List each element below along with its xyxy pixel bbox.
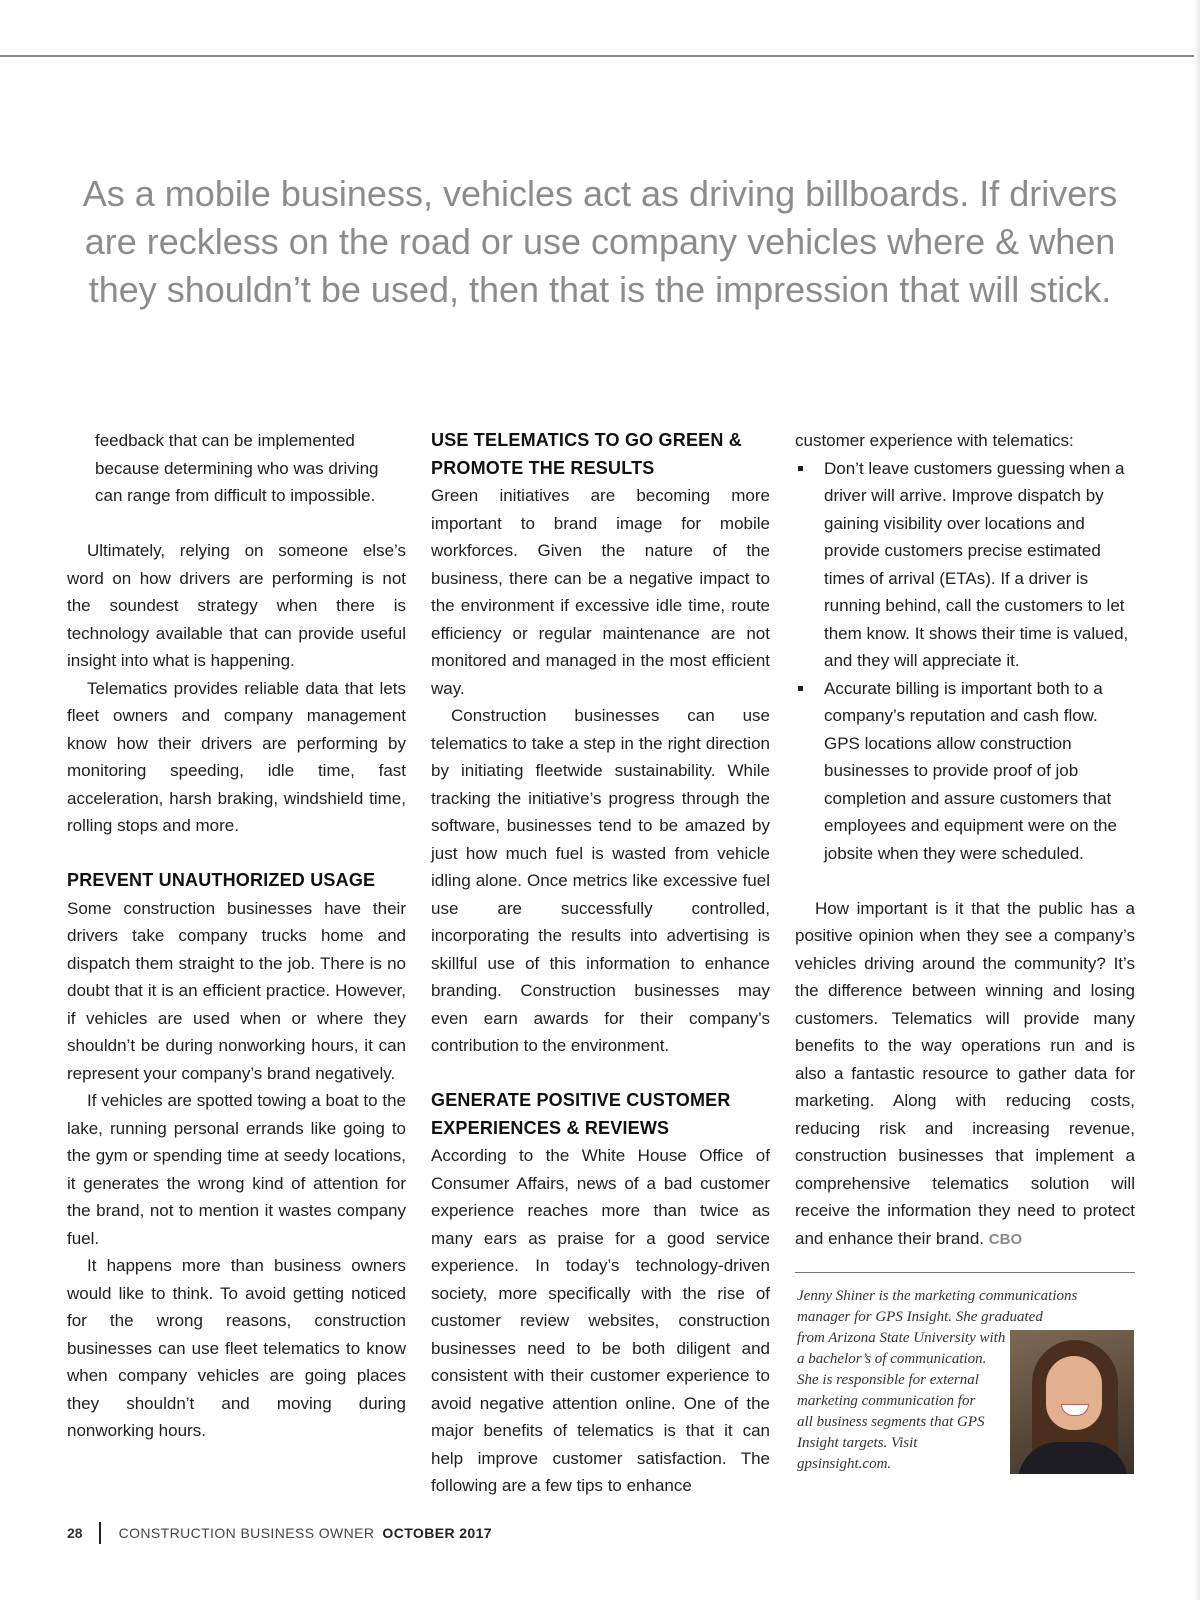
paragraph: Telematics provides reliable data that lets fleet owners and company management know how their drivers are performing by monitoring speeding, idle time, fast acceleration, harsh braking, windshield time, rolling stops and more.: [67, 678, 406, 835]
paragraph: Green initiatives are becoming more important to brand image for mobile workforces. Given the nature of the business, there can be a negative impact to the environment if excessive idle time, route efficiency or regular maintenance are not monitored and managed in the most efficient way.: [431, 486, 770, 698]
bio-line: marketing communication for: [797, 1393, 976, 1409]
square-bullet-icon: [798, 686, 803, 691]
paragraph: Construction businesses can use telematics to take a step in the right direction by initiating fleetwide sustainability. While tracking the initiative’s progress through the software, businesses tend to be amazed by just how much fuel is wasted from vehicle idling alone. Once metrics like excessive fuel use are successfully controlled, incorporating the results into advertising is skillful use of this information to enhance branding. Construction businesses may even earn awards for their company’s contribution to the environment.: [431, 706, 770, 1055]
bio-line: all business segments that GPS: [797, 1414, 985, 1430]
intro-block: feedback that can be implemented because determining who was driving can range from difficult to impossible.: [95, 431, 379, 505]
closing-paragraph: [795, 895, 1135, 1254]
article-column-1: [67, 427, 406, 1445]
tips-list: [795, 455, 1135, 868]
issue-date: OCTOBER 2017: [382, 1525, 492, 1541]
bio-line: a bachelor’s of communication.: [797, 1351, 987, 1367]
paragraph: Some construction businesses have their drivers take company trucks home and dispatch them straight to the job. There is no doubt that it is an efficient practice. However, if vehicles are used when or where they shouldn’t be during nonworking hours, it can represent your company’s brand negatively.: [67, 898, 406, 1083]
list-item-text: Don’t leave customers guessing when a driver will arrive. Improve dispatch by gaining visibility over locations and provide customers precise estimated times of arrival (ETAs). If a driver is running behind, call the customers to let them know. It shows their time is valued, and they will appreciate it.: [824, 458, 1129, 670]
list-item: [795, 675, 1135, 868]
paragraph: If vehicles are spotted towing a boat to the lake, running personal errands like going to the gym or spending time at seedy locations, it generates the wrong kind of attention for the brand, not to mention it wastes company fuel.: [67, 1091, 406, 1248]
paragraph: According to the White House Office of Consumer Affairs, news of a bad customer experience reaches more than twice as many ears as praise for a good service experience. In today’s technology-driven society, more specifically with the rise of customer review websites, construction businesses need to be both diligent and consistent with their customer experience to avoid negative attention online. One of the major benefits of telematics is that it can help improve customer satisfaction. The following are a few tips to enhance: [431, 1146, 770, 1495]
bio-divider: [795, 1272, 1135, 1273]
top-rule: [0, 55, 1200, 57]
article-column-3: [795, 427, 1135, 1253]
page-footer: [67, 1520, 492, 1546]
square-bullet-icon: [798, 466, 803, 471]
paragraph: Ultimately, relying on someone else’s word on how drivers are performing is not the soundest strategy when there is technology available that can provide useful insight into what is happening.: [67, 541, 406, 670]
bio-line: manager for GPS Insight. She graduated: [797, 1309, 1043, 1325]
list-item-text: Accurate billing is important both to a company’s reputation and cash flow. GPS locations allow construction businesses to provide proof of job completion and assure customers that employees and equipment were on the jobsite when they were scheduled.: [824, 678, 1117, 863]
page-edge-shadow: [1194, 0, 1200, 1600]
photo-face: [1046, 1356, 1102, 1430]
bio-line: Insight targets. Visit: [797, 1435, 918, 1451]
list-item: [795, 455, 1135, 675]
footer-divider: [99, 1522, 101, 1544]
paragraph-text: How important is it that the public has a positive opinion when they see a company’s vehicles driving around the community? It’s the difference between winning and losing customers. Telematics will provide many benefits to the way operations run and is also a fantastic resource to gather data for marketing. Along with reducing costs, reducing risk and increasing revenue, construction businesses that implement a comprehensive telematics solution will receive the information they need to protect and enhance their brand.: [795, 898, 1135, 1248]
paragraph: It happens more than business owners would like to think. To avoid getting noticed for the wrong reasons, construction businesses can use fleet telematics to know when company vehicles are going places they shouldn’t and moving during nonworking hours.: [67, 1256, 406, 1440]
end-mark: CBO: [988, 1230, 1023, 1248]
bio-line: from Arizona State University with: [797, 1330, 1006, 1346]
bio-line: She is responsible for external: [797, 1372, 979, 1388]
bio-line: Jenny Shiner is the marketing communications: [797, 1288, 1078, 1304]
section-heading: GENERATE POSITIVE CUSTOMER EXPERIENCES & REVIEWS: [431, 1090, 731, 1138]
page-number: 28: [67, 1525, 83, 1541]
article-column-2: [431, 427, 770, 1500]
section-heading: USE TELEMATICS TO GO GREEN & PROMOTE THE RESULTS: [431, 430, 742, 478]
paragraph: customer experience with telematics:: [795, 431, 1074, 450]
pull-quote: As a mobile business, vehicles act as driving billboards. If drivers are reckless on the road or use company vehicles where & when they shouldn’t be used, then that is the impression that will stick.: [82, 173, 1118, 310]
section-heading: PREVENT UNAUTHORIZED USAGE: [67, 870, 376, 890]
author-photo: [1010, 1330, 1134, 1474]
bio-line: gpsinsight.com.: [797, 1456, 892, 1472]
magazine-title: CONSTRUCTION BUSINESS OWNER: [118, 1525, 375, 1541]
